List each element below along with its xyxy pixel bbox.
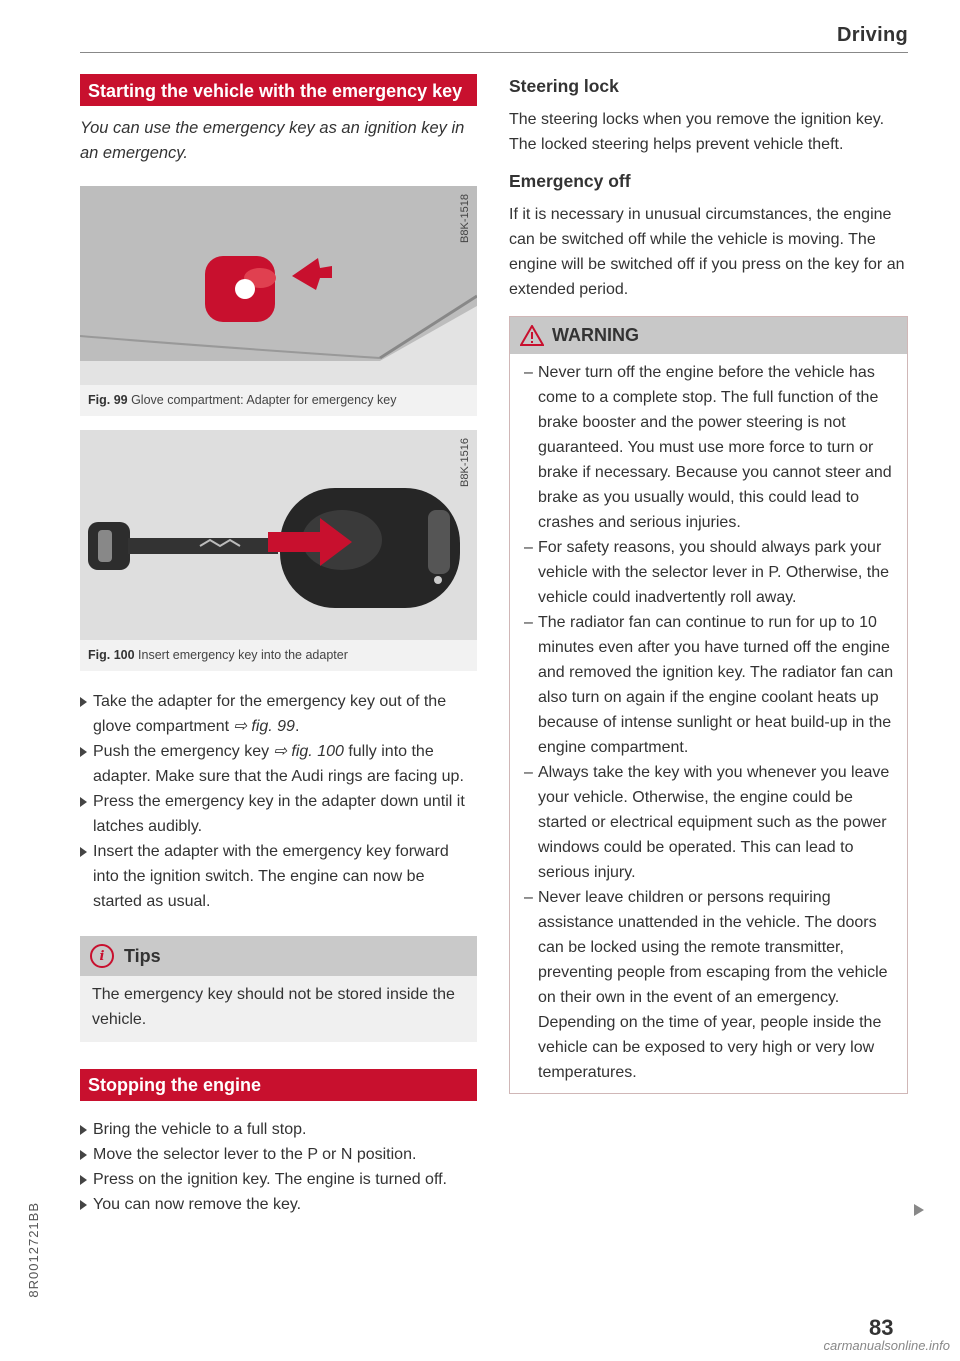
tips-title: Tips — [124, 945, 161, 966]
section-title-emergency-key: Starting the vehicle with the emergency key — [80, 74, 477, 106]
emergency-off-text: If it is necessary in unusual circumstances, the engine can be switched off while the vehicle is moving. The engine will be switched off if you press on the key for an extended period. — [509, 206, 905, 298]
step-item: Insert the adapter with the emergency key forward into the ignition switch. The engine can now be started as usual. — [80, 839, 477, 914]
continue-arrow-icon — [914, 1204, 924, 1216]
step-item: Bring the vehicle to a full stop. — [80, 1117, 477, 1142]
figure-99 — [80, 186, 477, 385]
tips-header — [80, 936, 477, 976]
step-item: Press on the ignition key. The engine is turned off. — [80, 1167, 477, 1192]
step-item: Press the emergency key in the adapter down until it latches audibly. — [80, 789, 477, 839]
adapter-key-shape — [205, 256, 276, 322]
header-rule — [80, 52, 908, 53]
figure-100-caption — [80, 640, 477, 671]
key-insert-illustration — [80, 430, 477, 640]
warning-header — [510, 317, 907, 354]
step-item: Move the selector lever to the P or N position. — [80, 1142, 477, 1167]
step-item: You can now remove the key. — [80, 1192, 477, 1217]
warning-item: – Never leave children or persons requiring assistance unattended in the vehicle. The doors can be locked using the remote transmitter, preventing people from escaping from the vehicle on their own in the event of an emergency. Depending on the time of year, people inside the vehicle can be exposed to very high or very low temperatures. — [524, 885, 895, 1085]
warning-box — [509, 316, 908, 1094]
figure-99-caption — [80, 385, 477, 416]
step-item: Take the adapter for the emergency key out of the glove compartment ⇨ fig. 99. — [80, 689, 477, 739]
figure-100 — [80, 430, 477, 640]
watermark: carmanualsonline.info — [823, 1338, 950, 1353]
warning-item: – Always take the key with you whenever you leave your vehicle. Otherwise, the engine could be started or electrical equipment such as the power windows could be operated. This can lead to serious injury. — [524, 760, 895, 885]
warning-triangle-icon — [520, 325, 544, 346]
left-column — [80, 74, 477, 1217]
figure-99-label: Fig. 99 — [88, 393, 128, 407]
step-item: Push the emergency key ⇨ fig. 100 fully into the adapter. Make sure that the Audi rings are facing up. — [80, 739, 477, 789]
document-code: 8R0012721BB — [26, 1202, 41, 1298]
figure-reference-link[interactable]: ⇨ fig. 99 — [233, 718, 295, 735]
tips-text: The emergency key should not be stored inside the vehicle. — [80, 976, 477, 1042]
steering-lock-text: The steering locks when you remove the ignition key. The locked steering helps prevent vehicle theft. — [509, 111, 885, 153]
glove-compartment-illustration — [80, 186, 477, 385]
section-title-stopping-engine: Stopping the engine — [80, 1069, 477, 1101]
figure-99-text: Glove compartment: Adapter for emergency key — [131, 393, 397, 407]
section-lead: You can use the emergency key as an ignition key in an emergency. — [80, 119, 465, 162]
page-number: 83 — [869, 1315, 894, 1340]
stop-steps-list — [80, 1117, 477, 1217]
warning-item: – The radiator fan can continue to run for up to 10 minutes even after you have turned off the engine and removed the ignition key. The radiator fan can also turn on again if the engine coolant heats up because of intense sunlight or heat build-up in the engine compartment. — [524, 610, 895, 760]
figure-code: B8K-1516 — [459, 438, 471, 487]
warning-list — [510, 354, 907, 1093]
info-icon: i — [90, 944, 114, 968]
warning-item: – For safety reasons, you should always park your vehicle with the selector lever in P. Otherwise, the vehicle could inadvertently roll away. — [524, 535, 895, 610]
figure-reference-link[interactable]: ⇨ fig. 100 — [273, 743, 344, 760]
start-steps-list — [80, 689, 477, 914]
emergency-off-title: Emergency off — [509, 171, 631, 191]
figure-100-label: Fig. 100 — [88, 648, 135, 662]
warning-title: WARNING — [552, 325, 639, 345]
warning-item: – Never turn off the engine before the vehicle has come to a complete stop. The full function of the brake booster and the power steering is not guaranteed. You must use more force to turn or brake if necessary. Because you cannot steer and brake as you usually would, this could lead to crashes and serious injuries. — [524, 360, 895, 535]
right-column — [509, 74, 908, 1094]
steering-lock-title: Steering lock — [509, 76, 619, 96]
figure-code: B8K-1518 — [459, 194, 471, 243]
running-head: Driving — [837, 24, 908, 46]
figure-100-text: Insert emergency key into the adapter — [138, 648, 348, 662]
